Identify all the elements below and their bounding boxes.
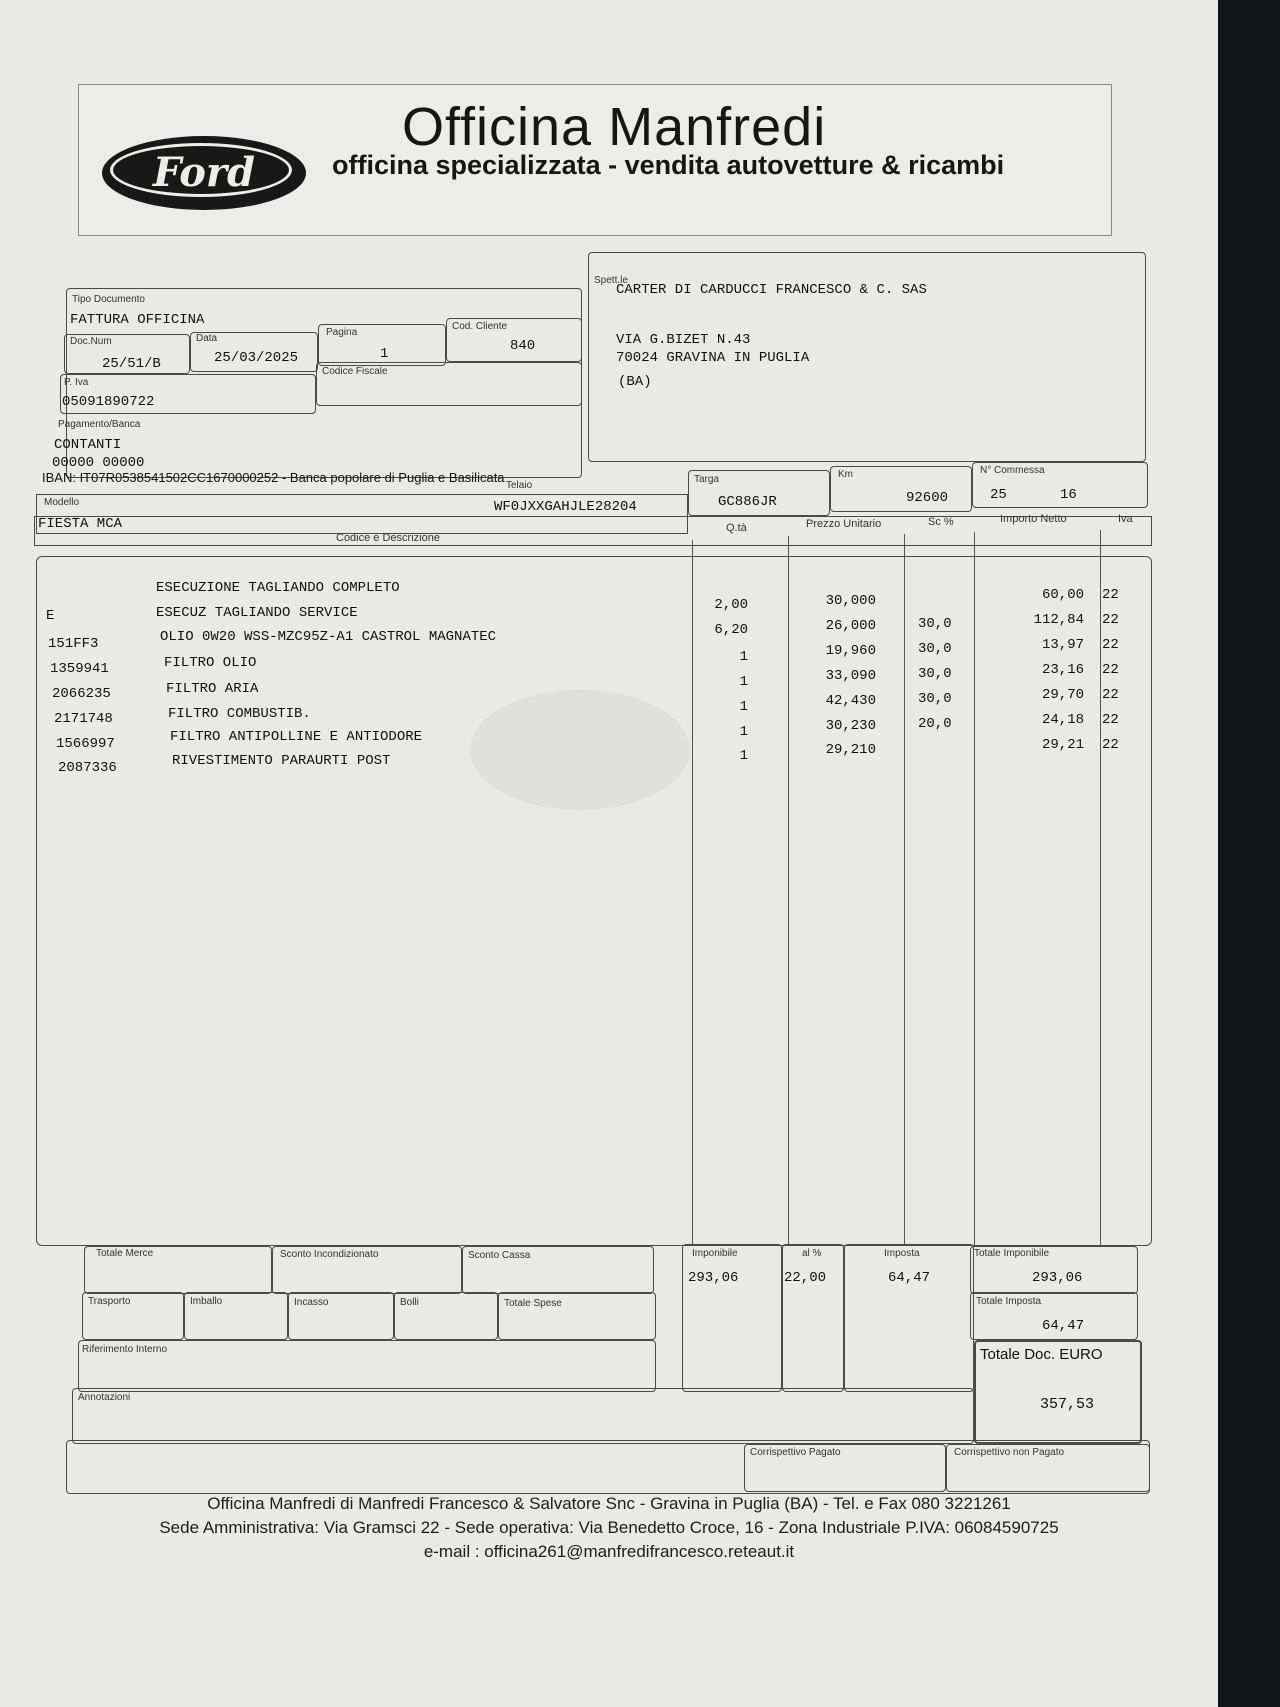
row-iva: 22 <box>1102 687 1119 703</box>
targa-label: Targa <box>694 474 720 485</box>
column-divider-prezzo <box>788 536 789 1246</box>
codice-fiscale-label: Codice Fiscale <box>322 366 388 377</box>
shop-name: Officina Manfredi <box>402 97 827 157</box>
totale-imposta-label: Totale Imposta <box>976 1296 1042 1307</box>
aliquota-box <box>782 1244 844 1392</box>
row-iva: 22 <box>1102 662 1119 678</box>
imposta-label: Imposta <box>884 1248 920 1259</box>
imballo-label: Imballo <box>190 1296 223 1307</box>
date-label: Data <box>196 333 218 344</box>
row-description: FILTRO COMBUSTIB. <box>168 706 311 722</box>
trasporto-label: Trasporto <box>88 1296 131 1307</box>
row-code: 1359941 <box>50 661 109 677</box>
recipient-street: VIA G.BIZET N.43 <box>616 332 751 348</box>
dark-background <box>1218 0 1280 1707</box>
row-qty: 1 <box>739 649 748 665</box>
targa-value: GC886JR <box>718 494 777 510</box>
row-code: E <box>46 608 55 624</box>
footer-email-line: e-mail : officina261@manfredifrancesco.reteaut.it <box>423 1542 795 1561</box>
footer-company-line: Officina Manfredi di Manfredi Francesco & Salvatore Snc - Gravina in Puglia (BA) - Tel. e Fax 080 3221261 <box>207 1494 1011 1513</box>
corrispettivo-non-pagato-label: Corrispettivo non Pagato <box>954 1447 1065 1458</box>
sconto-incond-label: Sconto Incondizionato <box>280 1249 379 1260</box>
row-price: 30,230 <box>825 718 876 734</box>
modello-label: Modello <box>44 497 80 508</box>
row-net: 60,00 <box>1041 587 1084 603</box>
row-code: 2066235 <box>52 686 111 702</box>
row-price: 30,000 <box>825 593 876 609</box>
row-sconto: 30,0 <box>918 616 952 632</box>
ford-logo-text: Ford <box>153 149 255 196</box>
ford-logo <box>102 136 306 210</box>
tipo-documento-value: FATTURA OFFICINA <box>70 312 205 328</box>
row-qty: 1 <box>739 724 748 740</box>
totale-doc-value: 357,53 <box>1040 1396 1095 1413</box>
row-code: 151FF3 <box>48 636 99 652</box>
totale-imponibile-value: 293,06 <box>1032 1270 1083 1286</box>
row-code: 2087336 <box>58 760 117 776</box>
row-description: ESECUZIONE TAGLIANDO COMPLETO <box>156 580 400 596</box>
pagamento-label: Pagamento/Banca <box>58 419 141 430</box>
pagina-label: Pagina <box>326 327 358 338</box>
docnum-label: Doc.Num <box>70 336 112 347</box>
row-qty: 2,00 <box>714 597 748 613</box>
row-price: 29,210 <box>825 742 876 758</box>
table-header-importo: Importo Netto <box>1000 513 1067 525</box>
tipo-documento-label: Tipo Documento <box>72 294 145 305</box>
row-iva: 22 <box>1102 737 1119 753</box>
commessa-value1: 25 <box>990 487 1007 503</box>
shop-tagline: officina specializzata - vendita autovetture & ricambi <box>332 150 1005 180</box>
row-code: 2171748 <box>54 711 113 727</box>
telaio-label: Telaio <box>506 480 533 491</box>
sconto-cassa-label: Sconto Cassa <box>468 1250 531 1261</box>
table-header-sconto: Sc % <box>928 516 954 528</box>
row-description: RIVESTIMENTO PARAURTI POST <box>172 753 391 769</box>
row-iva: 22 <box>1102 612 1119 628</box>
cod-cliente-value: 840 <box>510 338 536 354</box>
aliquota-label: al % <box>802 1248 822 1259</box>
table-header-codice: Codice e Descrizione <box>336 532 440 544</box>
modello-value: FIESTA MCA <box>38 516 123 532</box>
row-net: 112,84 <box>1033 612 1084 628</box>
imponibile-label: Imponibile <box>692 1248 738 1259</box>
km-label: Km <box>838 469 853 480</box>
row-iva: 22 <box>1102 712 1119 728</box>
bolli-label: Bolli <box>400 1297 419 1308</box>
column-divider-qta <box>692 540 693 1246</box>
column-divider-sconto <box>904 534 905 1246</box>
row-qty: 1 <box>739 748 748 764</box>
row-iva: 22 <box>1102 637 1119 653</box>
date-value: 25/03/2025 <box>214 350 299 366</box>
recipient-city: 70024 GRAVINA IN PUGLIA <box>616 350 810 366</box>
row-description: FILTRO OLIO <box>164 655 257 671</box>
annotazioni-label: Annotazioni <box>78 1392 131 1403</box>
row-description: FILTRO ARIA <box>166 681 259 697</box>
iban-line: IBAN: IT07R0538541502CC1670000252 - Banca popolare di Puglia e Basilicata <box>42 470 505 485</box>
aliquota-value: 22,00 <box>784 1270 827 1286</box>
row-price: 19,960 <box>825 643 876 659</box>
row-iva: 22 <box>1102 587 1119 603</box>
row-net: 23,16 <box>1041 662 1084 678</box>
docnum-value: 25/51/B <box>102 356 161 372</box>
commessa-value2: 16 <box>1060 487 1077 503</box>
totale-imposta-value: 64,47 <box>1042 1318 1085 1334</box>
imposta-value: 64,47 <box>888 1270 931 1286</box>
annotazioni-box <box>72 1388 974 1444</box>
totale-doc-label: Totale Doc. EURO <box>980 1346 1103 1363</box>
row-sconto: 30,0 <box>918 666 952 682</box>
cod-cliente-label: Cod. Cliente <box>452 321 508 332</box>
piva-label: P. Iva <box>64 377 89 388</box>
pagamento-value2: 00000 00000 <box>52 455 145 471</box>
row-price: 33,090 <box>825 668 876 684</box>
row-description: ESECUZ TAGLIANDO SERVICE <box>156 605 358 621</box>
pagina-value: 1 <box>380 346 389 362</box>
row-sconto: 30,0 <box>918 641 952 657</box>
table-header-qta: Q.tà <box>726 522 747 534</box>
piva-value: 05091890722 <box>62 394 155 410</box>
pagamento-value1: CONTANTI <box>54 437 122 453</box>
row-sconto: 30,0 <box>918 691 952 707</box>
totale-merce-label: Totale Merce <box>96 1248 154 1259</box>
row-net: 29,21 <box>1041 737 1084 753</box>
row-net: 29,70 <box>1041 687 1084 703</box>
recipient-label: Spett.le <box>594 275 628 286</box>
table-header-row <box>34 516 1152 546</box>
column-divider-iva <box>1100 530 1101 1246</box>
corrispettivo-pagato-label: Corrispettivo Pagato <box>750 1447 841 1458</box>
commessa-label: N° Commessa <box>980 465 1045 476</box>
row-net: 24,18 <box>1041 712 1084 728</box>
riferimento-label: Riferimento Interno <box>82 1344 168 1355</box>
column-divider-importo <box>974 532 975 1246</box>
row-description: FILTRO ANTIPOLLINE E ANTIODORE <box>170 729 423 745</box>
imponibile-box <box>682 1244 782 1392</box>
imponibile-value: 293,06 <box>688 1270 739 1286</box>
table-header-iva: Iva <box>1118 513 1133 525</box>
row-price: 42,430 <box>825 693 876 709</box>
row-qty: 1 <box>739 674 748 690</box>
telaio-value: WF0JXXGAHJLE28204 <box>494 499 637 515</box>
recipient-name: CARTER DI CARDUCCI FRANCESCO & C. SAS <box>616 282 927 298</box>
table-header-prezzo: Prezzo Unitario <box>806 518 882 530</box>
row-qty: 6,20 <box>714 622 748 638</box>
totale-imponibile-label: Totale Imponibile <box>974 1248 1050 1259</box>
totale-spese-label: Totale Spese <box>504 1298 562 1309</box>
row-description: OLIO 0W20 WSS-MZC95Z-A1 CASTROL MAGNATEC <box>160 629 497 645</box>
row-net: 13,97 <box>1041 637 1084 653</box>
km-value: 92600 <box>906 490 949 506</box>
row-price: 26,000 <box>825 618 876 634</box>
incasso-label: Incasso <box>294 1297 329 1308</box>
footer-address-line: Sede Amministrativa: Via Gramsci 22 - Sede operativa: Via Benedetto Croce, 16 - Zona Industriale P.IVA: 06084590725 <box>159 1518 1059 1537</box>
row-code: 1566997 <box>56 736 115 752</box>
imposta-box <box>844 1244 974 1392</box>
row-qty: 1 <box>739 699 748 715</box>
recipient-province: (BA) <box>618 374 652 390</box>
row-sconto: 20,0 <box>918 716 952 732</box>
